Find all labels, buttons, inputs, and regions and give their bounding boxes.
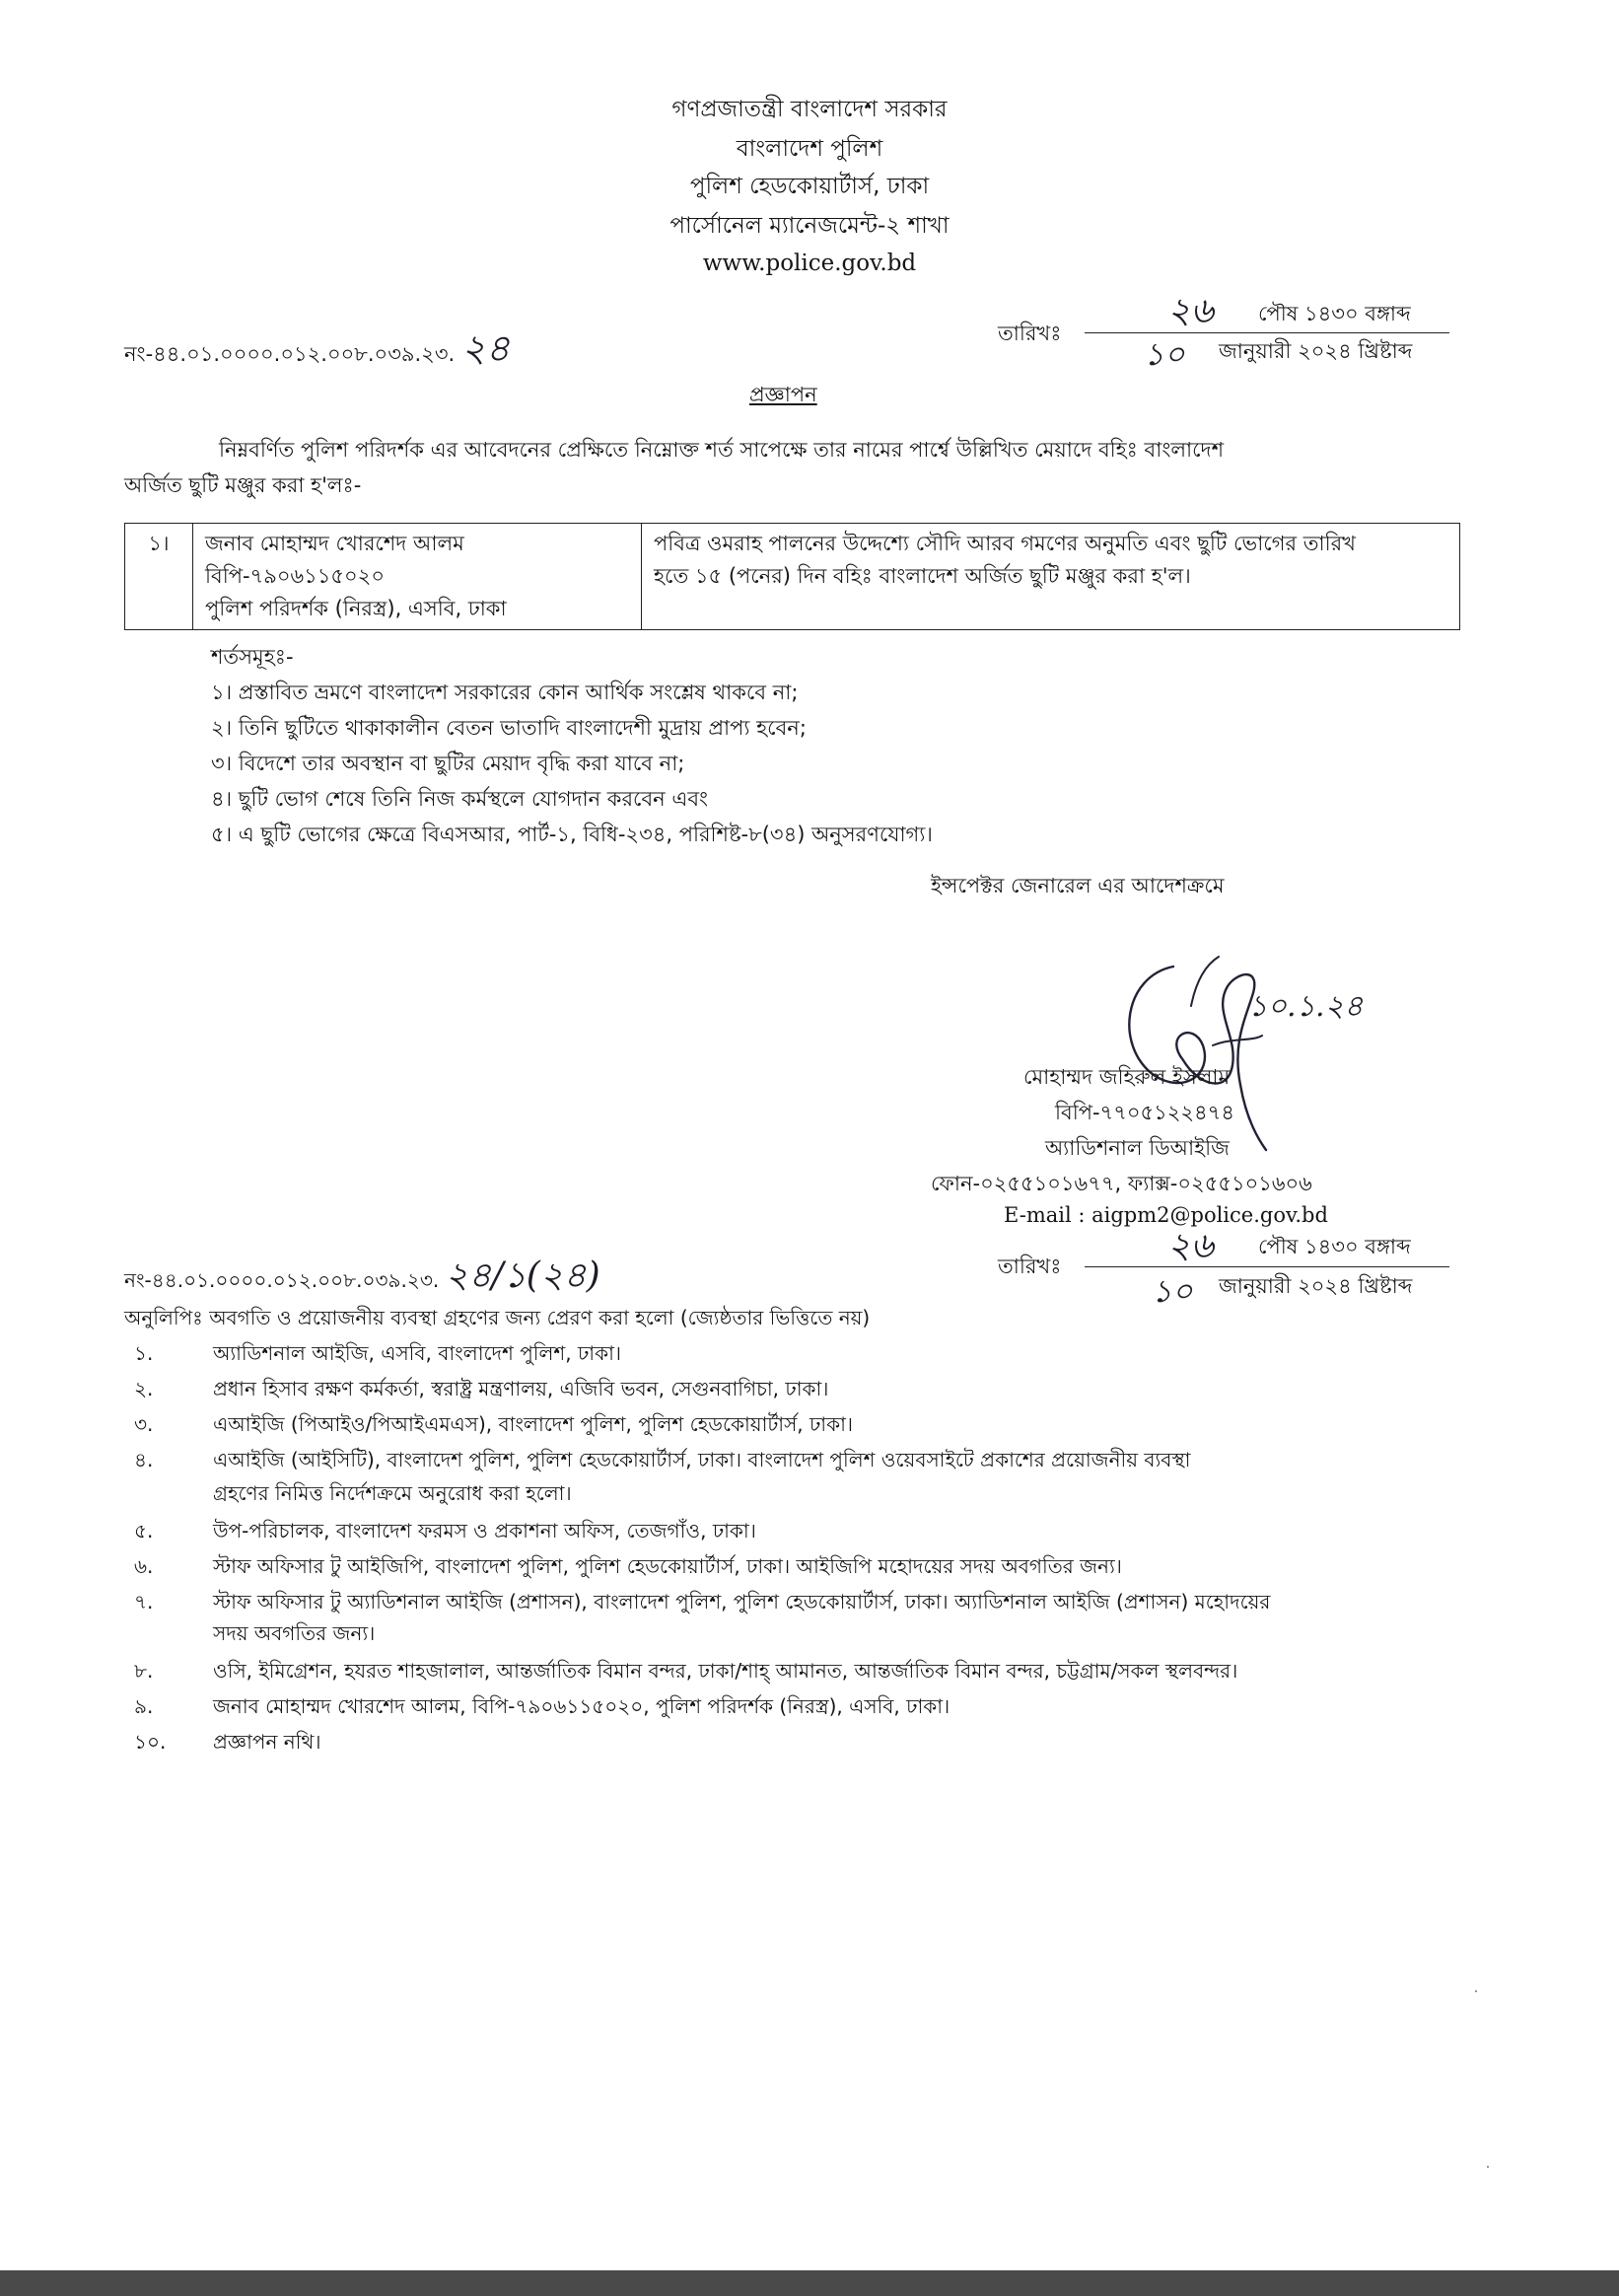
leave-table	[124, 523, 1460, 630]
memo-date-divider	[1085, 332, 1449, 333]
copy-item	[134, 1552, 1122, 1585]
department-name: বাংলাদেশ পুলিশ	[736, 136, 883, 162]
copy-item-number: ৯.	[134, 1694, 154, 1718]
copy-item-continuation: সদয় অবগতির জন্য।	[213, 1621, 376, 1645]
copy-item-number: ৫.	[134, 1519, 154, 1543]
copy-item-text: অ্যাডিশনাল আইজি, এসবি, বাংলাদেশ পুলিশ, ঢাকা।	[213, 1341, 622, 1365]
memo-date-label: তারিখঃ	[998, 322, 1062, 345]
copy-item-number: ১.	[134, 1341, 154, 1365]
scan-speck	[1487, 2166, 1489, 2168]
signatory-designation: অ্যাডিশনাল ডিআইজি	[1045, 1136, 1230, 1160]
copy-item-text: স্টাফ অফিসার টু অ্যাডিশনাল আইজি (প্রশাসন), বাংলাদেশ পুলিশ, পুলিশ হেডকোয়ার্টার্স, ঢাকা। অ্যাডিশনাল আইজি (প্রশাসন) মহোদয়ের	[213, 1590, 1271, 1614]
copy-item-text: এআইজি (পিআইও/পিআইএমএস), বাংলাদেশ পুলিশ, পুলিশ হেডকোয়ার্টার্স, ঢাকা।	[213, 1412, 854, 1436]
website-link[interactable]: www.police.gov.bd	[702, 251, 917, 276]
condition-item: ২। তিনি ছুটিতে থাকাকালীন বেতন ভাতাদি বাংলাদেশী মুদ্রায় প্রাপ্য হবেন;	[211, 716, 807, 740]
leave-detail-line-1: পবিত্র ওমরাহ পালনের উদ্দেশ্যে সৌদি আরব গমণের অনুমতি এবং ছুটি ভোগের তারিখ	[654, 532, 1356, 555]
condition-item: ৫। এ ছুটি ভোগের ক্ষেত্রে বিএসআর, পার্ট-১, বিধি-২৩৪, পরিশিষ্ট-৮(৩৪) অনুসরণযোগ্য।	[211, 823, 933, 846]
scan-speck	[1475, 1990, 1477, 1992]
table-officer-cell	[193, 524, 642, 630]
page-title: প্রজ্ঞাপন	[749, 383, 817, 406]
table-row	[125, 524, 1460, 630]
copy-item-number: ৪.	[134, 1448, 154, 1471]
copy-item	[134, 1728, 321, 1760]
copy-item	[134, 1692, 950, 1725]
copy-item-number: ২.	[134, 1377, 154, 1400]
copy-memo-reference	[124, 1249, 600, 1308]
copy-memo-date-en: জানুয়ারী ২০২৪ খ্রিষ্টাব্দ	[1219, 1274, 1413, 1298]
copy-item-text: এআইজি (আইসিটি), বাংলাদেশ পুলিশ, পুলিশ হেডকোয়ার্টার্স, ঢাকা। বাংলাদেশ পুলিশ ওয়েবসাইটে প্রকাশের প্রয়োজনীয় ব্যবস্থা	[213, 1448, 1191, 1471]
copy-item-number: ১০.	[134, 1730, 167, 1754]
condition-item: ৪। ছুটি ভোগ শেষে তিনি নিজ কর্মস্থলে যোগদান করবেন এবং	[211, 787, 709, 811]
section-name: পার্সোনেল ম্যানেজমেন্ট-২ শাখা	[669, 213, 950, 239]
copy-item-text: জনাব মোহাম্মদ খোরশেদ আলম, বিপি-৭৯০৬১১৫০২০, পুলিশ পরিদর্শক (নিরস্ত্র), এসবি, ঢাকা।	[213, 1694, 950, 1718]
copy-item-text: প্রজ্ঞাপন নথি।	[213, 1730, 321, 1754]
signature-date: ১০.১.২৪	[1248, 989, 1364, 1024]
copy-item-continuation: গ্রহণের নিমিত্ত নির্দেশক্রমে অনুরোধ করা হলো।	[213, 1481, 572, 1505]
copy-item-text: স্টাফ অফিসার টু আইজিপি, বাংলাদেশ পুলিশ, পুলিশ হেডকোয়ার্টার্স, ঢাকা। আইজিপি মহোদয়ের সদয় অবগতির জন্য।	[213, 1554, 1122, 1578]
copy-memo-date-bn: পৌষ ১৪৩০ বঙ্গাব্দ	[1258, 1235, 1411, 1258]
copy-item	[134, 1375, 828, 1407]
memo-date-bn: পৌষ ১৪৩০ বঙ্গাব্দ	[1258, 302, 1411, 325]
copy-memo-date-label: তারিখঃ	[998, 1255, 1062, 1278]
copy-item	[134, 1446, 1190, 1478]
condition-item: ১। প্রস্তাবিত ভ্রমণে বাংলাদেশ সরকারের কোন আর্থিক সংশ্লেষ থাকবে না;	[211, 681, 799, 704]
conditions-heading: শর্তসমূহঃ-	[211, 645, 294, 669]
copy-item-number: ৬.	[134, 1554, 154, 1578]
signatory-bp: বিপি-৭৭০৫১২২৪৭৪	[1055, 1101, 1234, 1124]
signatory-phone-fax: ফোন-০২৫৫১০১৬৭৭, ফ্যাক্স-০২৫৫১০১৬০৬	[931, 1172, 1312, 1195]
memo-reference-handwritten: ২৪	[460, 326, 511, 370]
by-order-line: ইন্সপেক্টর জেনারেল এর আদেশক্রমে	[931, 874, 1225, 897]
memo-date-bn-day: ২৬	[1167, 291, 1214, 331]
copy-item-text: উপ-পরিচালক, বাংলাদেশ ফরমস ও প্রকাশনা অফিস, তেজগাঁও, ঢাকা।	[213, 1519, 756, 1543]
copy-memo-reference-handwritten: ২৪/১(২৪)	[445, 1256, 600, 1296]
copy-item	[134, 1410, 853, 1443]
signatory-name: মোহাম্মদ জহিরুল ইসলাম	[1023, 1065, 1231, 1089]
copy-memo-reference-number: নং-৪৪.০১.০০০০.০১২.০০৮.০৩৯.২৩.	[124, 1268, 440, 1292]
officer-designation: পুলিশ পরিদর্শক (নিরস্ত্র), এসবি, ঢাকা	[205, 597, 507, 620]
copy-memo-date-en-day: ১০	[1152, 1272, 1193, 1310]
copy-item	[134, 1657, 1237, 1689]
government-name: গণপ্রজাতন্ত্রী বাংলাদেশ সরকার	[671, 97, 948, 122]
copy-item	[134, 1517, 756, 1549]
officer-name: জনাব মোহাম্মদ খোরশেদ আলম	[205, 532, 464, 555]
copy-item-number: ৩.	[134, 1412, 154, 1436]
signatory-email[interactable]: E-mail : aigpm2@police.gov.bd	[1004, 1203, 1328, 1227]
copy-item	[134, 1588, 1270, 1620]
officer-bp: বিপি-৭৯০৬১১৫০২০	[205, 564, 385, 588]
memo-reference	[124, 320, 510, 383]
memo-date-en: জানুয়ারী ২০২৪ খ্রিষ্টাব্দ	[1219, 339, 1413, 363]
scan-edge-bar	[0, 2270, 1619, 2296]
leave-detail-line-2: হতে ১৫ (পনের) দিন বহিঃ বাংলাদেশ অর্জিত ছুটি মঞ্জুর করা হ'ল।	[654, 564, 1191, 588]
table-leave-detail-cell	[642, 524, 1460, 630]
copy-item-text: ওসি, ইমিগ্রেশন, হযরত শাহজালাল, আন্তর্জাতিক বিমান বন্দর, ঢাকা/শাহ্ আমানত, আন্তর্জাতিক বিমান বন্দর, চট্টগ্রাম/সকল স্থলবন্দর।	[213, 1659, 1238, 1683]
copy-item	[134, 1339, 621, 1372]
memo-reference-number: নং-৪৪.০১.০০০০.০১২.০০৮.০৩৯.২৩.	[124, 342, 456, 366]
copy-item-number: ৮.	[134, 1659, 154, 1683]
table-serial: ১।	[125, 524, 193, 630]
intro-line-2: অর্জিত ছুটি মঞ্জুর করা হ'লঃ-	[124, 473, 362, 497]
copy-memo-date-bn-day: ২৬	[1167, 1226, 1214, 1266]
copy-memo-date-divider	[1085, 1266, 1449, 1267]
copy-item-text: প্রধান হিসাব রক্ষণ কর্মকর্তা, স্বরাষ্ট্র মন্ত্রণালয়, এজিবি ভবন, সেগুনবাগিচা, ঢাকা।	[213, 1377, 829, 1400]
copy-heading: অনুলিপিঃ অবগতি ও প্রয়োজনীয় ব্যবস্থা গ্রহণের জন্য প্রেরণ করা হলো (জ্যেষ্ঠতার ভিত্তিতে নয়)	[124, 1306, 871, 1329]
intro-line-1: নিম্নবর্ণিত পুলিশ পরিদর্শক এর আবেদনের প্রেক্ষিতে নিম্নোক্ত শর্ত সাপেক্ষে তার নামের পার্শ্বে উল্লিখিত মেয়াদে বহিঃ বাংলাদেশ	[219, 438, 1224, 462]
copy-item-number: ৭.	[134, 1590, 154, 1614]
condition-item: ৩। বিদেশে তার অবস্থান বা ছুটির মেয়াদ বৃদ্ধি করা যাবে না;	[211, 752, 685, 775]
office-name: পুলিশ হেডকোয়ার্টার্স, ঢাকা	[689, 174, 930, 199]
memo-date-en-day: ১০	[1144, 335, 1185, 373]
